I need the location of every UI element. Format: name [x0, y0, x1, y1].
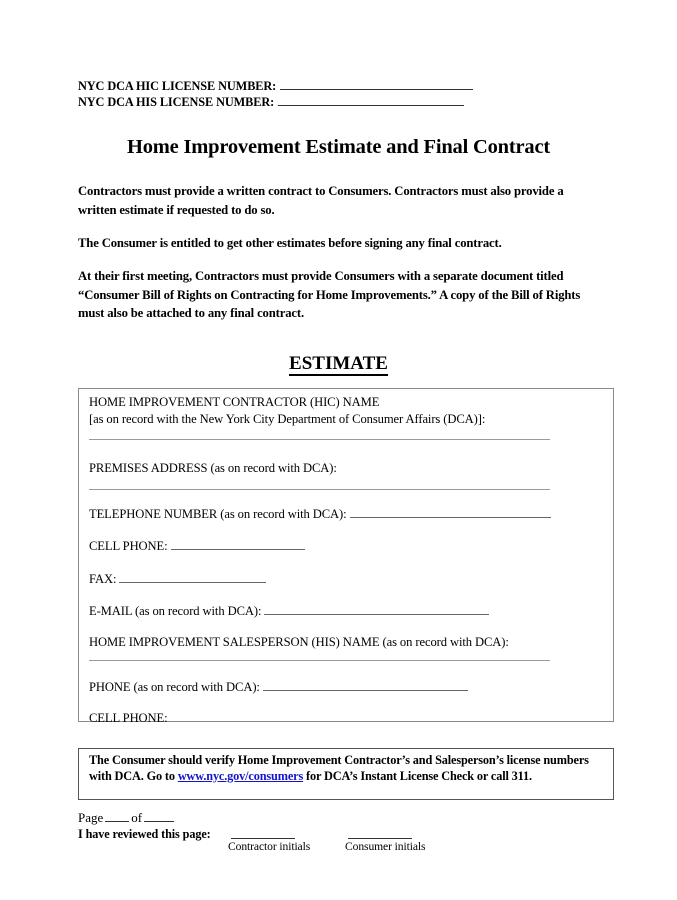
spacer	[89, 477, 605, 489]
consumer-initials-label: Consumer initials	[345, 840, 426, 853]
fax-row	[89, 571, 605, 588]
page-number-fill-line[interactable]	[105, 812, 129, 822]
license-verification-notice-text	[89, 753, 599, 784]
license-number-block	[78, 78, 598, 110]
hic-license-label: NYC DCA HIC LICENSE NUMBER:	[78, 79, 277, 93]
his-license-label: NYC DCA HIS LICENSE NUMBER:	[78, 95, 275, 109]
spacer	[89, 661, 605, 679]
his-license-fill-line[interactable]	[278, 95, 464, 106]
cell-phone-row	[89, 538, 605, 555]
hic-license-fill-line[interactable]	[280, 79, 473, 90]
estimate-heading-text: ESTIMATE	[289, 353, 388, 374]
spacer	[89, 696, 605, 710]
email-row	[89, 603, 605, 620]
contractor-initials-label: Contractor initials	[228, 840, 311, 853]
nyc-consumers-link[interactable]: www.nyc.gov/consumers	[177, 768, 304, 783]
telephone-number-fill-line[interactable]	[350, 507, 551, 518]
page-word-label: Page	[78, 810, 104, 825]
phone-fill-line[interactable]	[263, 680, 468, 691]
email-fill-line[interactable]	[264, 604, 489, 615]
spacer	[89, 587, 605, 603]
cell-phone-label: CELL PHONE:	[89, 539, 168, 553]
estimate-fields-box	[78, 388, 614, 725]
cell-phone-2-label: CELL PHONE:	[89, 710, 168, 725]
cell-phone-fill-line[interactable]	[171, 539, 305, 550]
spacer	[89, 620, 605, 634]
spacer	[89, 650, 605, 660]
paragraph-contract-requirement: Contractors must provide a written contract to Consumers. Contractors must also provide a written estimate if requested to do so.	[78, 184, 564, 217]
of-word-label: of	[131, 810, 143, 825]
fax-fill-line[interactable]	[119, 572, 266, 583]
estimate-section-heading	[0, 353, 677, 375]
spacer	[89, 490, 605, 506]
consumer-initials-fill-line[interactable]	[348, 826, 412, 839]
paragraph-bill-of-rights: At their first meeting, Contractors must provide Consumers with a separate document titled “Consumer Bill of Rights on Contracting for Home Improvements.” A copy of the Bill of Rights must also be attached to any final contract.	[78, 269, 581, 320]
notice-text-before-link: The Consumer should verify Home Improvement Contractor’s and Salesperson’s license numbers with DCA. Go to	[89, 753, 589, 783]
paragraph-other-estimates: The Consumer is entitled to get other estimates before signing any final contract.	[78, 236, 502, 250]
his-name-label: HOME IMPROVEMENT SALESPERSON (HIS) NAME (as on record with DCA):	[89, 634, 509, 649]
email-label: E-MAIL (as on record with DCA):	[89, 604, 262, 618]
contractor-initials-fill-line[interactable]	[231, 826, 295, 839]
phone-label: PHONE (as on record with DCA):	[89, 680, 260, 694]
hic-name-label-line2: [as on record with the New York City Department of Consumer Affairs (DCA)]:	[89, 411, 486, 426]
spacer	[89, 522, 605, 538]
spacer	[89, 440, 605, 460]
reviewed-label: I have reviewed this page:	[78, 827, 211, 841]
premises-address-label: PREMISES ADDRESS (as on record with DCA):	[89, 461, 337, 475]
notice-text-after-link: for DCA’s Instant License Check or call 311.	[303, 768, 532, 783]
estimate-field-list	[89, 394, 605, 726]
license-verification-notice-box	[78, 748, 614, 800]
consumer-initials-group	[345, 826, 425, 853]
spacer	[89, 555, 605, 571]
his-license-row	[78, 94, 598, 110]
phone-row	[89, 679, 605, 696]
telephone-number-label: TELEPHONE NUMBER (as on record with DCA):	[89, 506, 347, 521]
page-total-fill-line[interactable]	[144, 812, 174, 822]
fax-label: FAX:	[89, 571, 117, 586]
contractor-initials-group	[228, 826, 310, 853]
hic-name-label-line1: HOME IMPROVEMENT CONTRACTOR (HIC) NAME	[89, 395, 380, 409]
page-title: Home Improvement Estimate and Final Contract	[127, 136, 550, 158]
hic-license-row	[78, 78, 598, 94]
spacer	[89, 427, 605, 439]
page-number-row	[78, 810, 176, 826]
telephone-number-row	[89, 506, 605, 523]
